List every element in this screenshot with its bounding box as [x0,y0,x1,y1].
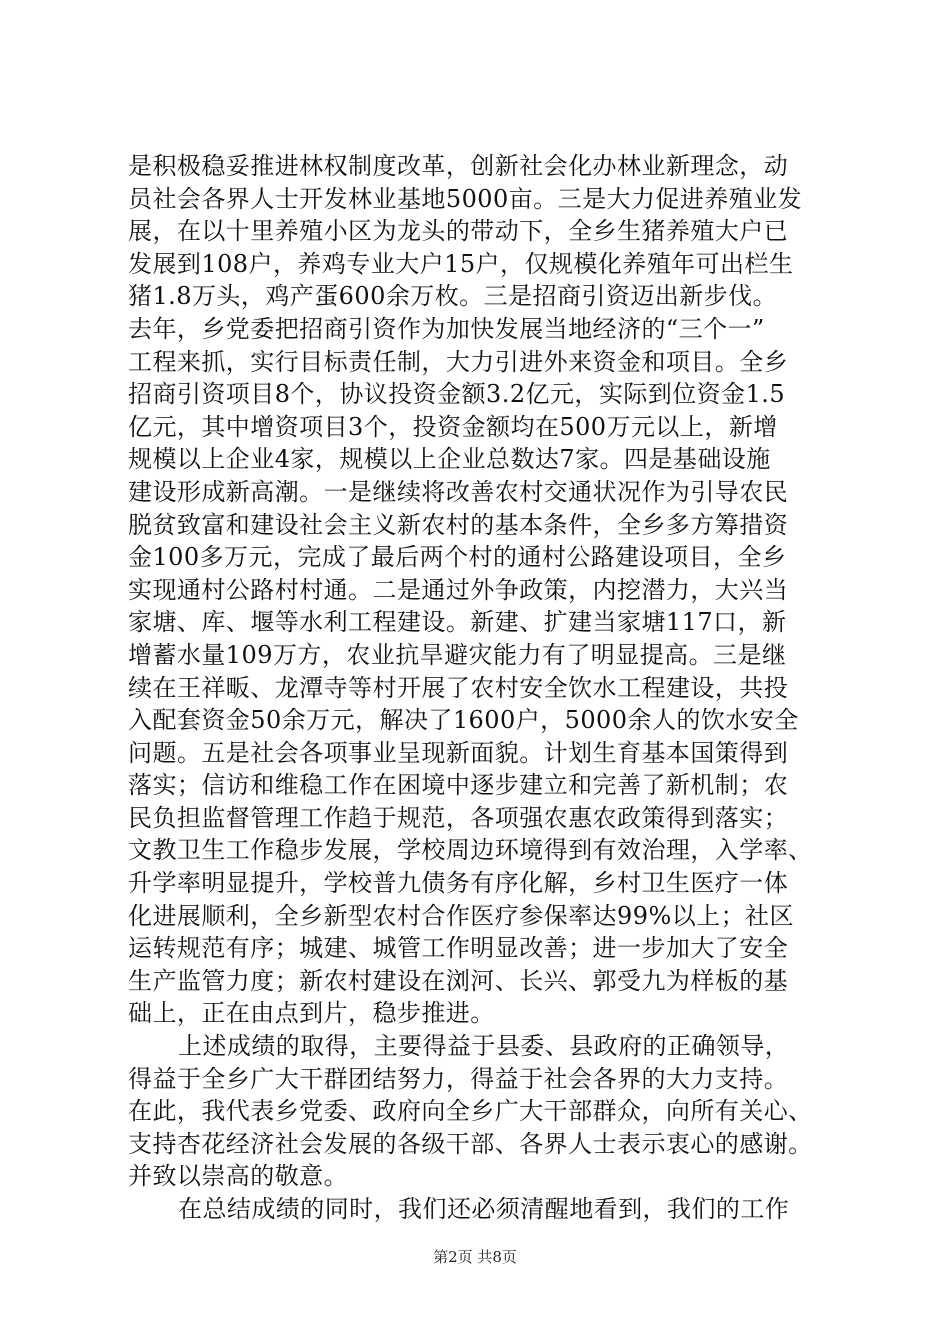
text-line: 升学率明显提升，学校普九债务有序化解，乡村卫生医疗一体 [128,869,789,898]
text-line: 化进展顺利，全乡新型农村合作医疗参保率达99%以上；社区 [128,901,794,930]
text-line: 展，在以十里养殖小区为龙头的带动下，全乡生猪养殖大户已 [128,217,789,246]
text-line: 增蓄水量109万方，农业抗旱避灾能力有了明显提高。三是继 [128,640,787,669]
text-line: 问题。五是社会各项事业呈现新面貌。计划生育基本国策得到 [128,738,789,767]
text-line: 在总结成绩的同时，我们还必须清醒地看到，我们的工作 [178,1195,790,1223]
text-line: 去年，乡党委把招商引资作为加快发展当地经济的“三个一” [128,314,765,343]
text-line: 家塘、库、堰等水利工程建设。新建、扩建当家塘117口，新 [128,608,787,637]
text-line: 规模以上企业4家，规模以上企业总数达7家。四是基础设施 [128,445,771,474]
page-number: 第2页 共8页 [433,1248,517,1266]
text-line: 支持杏花经济社会发展的各级干部、各界人士表示衷心的感谢。 [128,1129,813,1158]
text-line: 民负担监督管理工作趋于规范，各项强农惠农政策得到落实； [128,803,789,832]
text-line: 得益于全乡广大干群团结努力，得益于社会各界的大力支持。 [128,1064,789,1093]
text-line: 员社会各界人士开发林业基地5000亩。三是大力促进养殖业发 [128,184,803,213]
text-line: 是积极稳妥推进林权制度改革，创新社会化办林业新理念，动 [128,152,789,180]
text-line: 脱贫致富和建设社会主义新农村的基本条件，全乡多方筹措资 [128,510,789,539]
text-line: 招商引资项目8个，协议投资金额3.2亿元，实际到位资金1.5 [128,380,786,409]
text-line: 运转规范有序；城建、城管工作明显改善；进一步加大了安全 [128,934,789,963]
text-line: 入配套资金50余万元，解决了1600户，5000余人的饮水安全 [128,706,799,735]
text-line: 落实；信访和维稳工作在困境中逐步建立和完善了新机制；农 [128,771,789,800]
text-line: 续在王祥畈、龙潭寺等村开展了农村安全饮水工程建设，共投 [128,673,789,702]
text-line: 金100多万元，完成了最后两个村的通村公路建设项目，全乡 [128,543,787,572]
text-line: 在此，我代表乡党委、政府向全乡广大干部群众，向所有关心、 [128,1097,813,1126]
text-line: 工程来抓，实行目标责任制，大力引进外来资金和项目。全乡 [128,347,789,376]
document-body [128,150,828,1226]
text-line: 亿元，其中增资项目3个，投资金额均在500万元以上，新增 [128,412,778,441]
text-line: 础上，正在由点到片，稳步推进。 [128,999,495,1028]
text-line: 发展到108户，养鸡专业大户15户，仅规模化养殖年可出栏生 [128,249,794,278]
text-line: 上述成绩的取得，主要得益于县委、县政府的正确领导， [178,1032,790,1061]
text-line: 猪1.8万头，鸡产蛋600余万枚。三是招商引资迈出新步伐。 [128,282,778,311]
text-line: 实现通村公路村村通。二是通过外争政策，内挖潜力，大兴当 [128,575,789,604]
text-line: 建设形成新高潮。一是继续将改善农村交通状况作为引导农民 [128,477,789,506]
page-footer [0,1246,950,1267]
text-line: 文教卫生工作稳步发展，学校周边环境得到有效治理，入学率、 [128,836,813,865]
text-line: 生产监管力度；新农村建设在浏河、长兴、郭受九为样板的基 [128,966,789,995]
text-line: 并致以崇高的敬意。 [128,1162,349,1191]
